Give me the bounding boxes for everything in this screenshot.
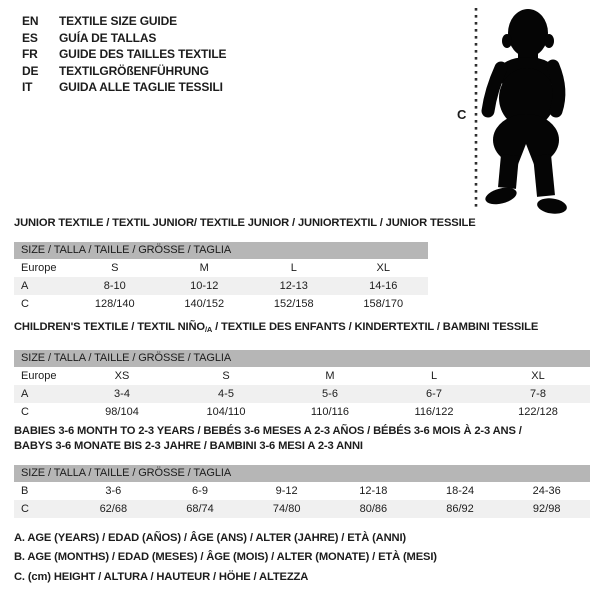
table-cell: 24-36 bbox=[532, 485, 561, 497]
table-cell: 12-18 bbox=[359, 485, 388, 497]
table-cell: 110/116 bbox=[310, 406, 350, 418]
children-title-text: CHILDREN'S TEXTILE / TEXTIL NIÑO bbox=[14, 321, 205, 333]
table-cell: 6-7 bbox=[426, 388, 442, 400]
table-cell: 86/92 bbox=[446, 503, 474, 515]
lang-code: FR bbox=[22, 47, 38, 62]
table-row bbox=[14, 385, 590, 403]
table-cell: L bbox=[290, 262, 297, 274]
lang-title: TEXTILE SIZE GUIDE bbox=[59, 14, 177, 28]
table-cell: 116/122 bbox=[414, 406, 454, 418]
toddler-silhouette bbox=[484, 9, 568, 216]
row-label: Europe bbox=[21, 370, 57, 382]
lang-code: IT bbox=[22, 80, 33, 95]
table-cell: 18-24 bbox=[445, 485, 475, 497]
baby-figure bbox=[440, 0, 600, 230]
lang-code: ES bbox=[22, 30, 38, 45]
row-label: A bbox=[21, 388, 29, 400]
row-label: B bbox=[21, 485, 29, 497]
baby-silhouette-icon bbox=[440, 0, 600, 230]
table-cell: 12-13 bbox=[279, 280, 308, 292]
table-cell: 74/80 bbox=[272, 503, 301, 515]
table-row bbox=[14, 482, 590, 500]
table-cell: 3-4 bbox=[114, 388, 130, 400]
table-cell: XL bbox=[376, 262, 390, 274]
table-cell: XL bbox=[531, 370, 545, 382]
table-cell: 10-12 bbox=[190, 280, 219, 292]
table-cell: XS bbox=[114, 370, 130, 382]
lang-title: GUIDE DES TAILLES TEXTILE bbox=[59, 47, 227, 62]
table-cell: 5-6 bbox=[322, 388, 338, 400]
table-cell: 6-9 bbox=[192, 485, 208, 497]
table-cell: 62/68 bbox=[99, 503, 128, 515]
children-section-title bbox=[14, 320, 538, 337]
footnote-b: B. AGE (MONTHS) / EDAD (MESES) / ÂGE (MOIS) / ALTER (MONATE) / ETÀ (MESI) bbox=[14, 551, 437, 564]
lang-code: EN bbox=[22, 14, 39, 28]
children-title-subscript: /A bbox=[204, 325, 213, 334]
table-row bbox=[14, 403, 590, 421]
table-cell: 9-12 bbox=[275, 485, 298, 497]
language-title-list bbox=[22, 13, 226, 96]
table-cell: 80/86 bbox=[359, 503, 388, 515]
junior-section-title: JUNIOR TEXTILE / TEXTIL JUNIOR/ TEXTILE JUNIOR / JUNIORTEXTIL / JUNIOR TESSILE bbox=[14, 217, 476, 229]
table-cell: 7-8 bbox=[530, 388, 546, 400]
junior-table-size-header: SIZE / TALLA / TAILLE / GRÖSSE / TAGLIA bbox=[14, 242, 428, 259]
table-cell: 14-16 bbox=[369, 280, 398, 292]
table-row bbox=[14, 277, 428, 295]
table-cell: M bbox=[199, 262, 209, 274]
table-cell: 104/110 bbox=[206, 406, 246, 418]
row-label: A bbox=[21, 280, 29, 292]
children-title-text: / TEXTILE DES ENFANTS / KINDERTEXTIL / BAMBINI TESSILE bbox=[212, 321, 539, 333]
babies-size-table bbox=[14, 465, 590, 518]
lang-row-es bbox=[22, 30, 226, 47]
table-cell: M bbox=[325, 370, 335, 382]
footnote-c: C. (cm) HEIGHT / ALTURA / HAUTEUR / HÖHE / ALTEZZA bbox=[14, 570, 309, 583]
babies-title-line1: BABIES 3-6 MONTH TO 2-3 YEARS / BEBÉS 3-6 MESES A 2-3 AÑOS / BÉBÉS 3-6 MOIS À 2-3 ANS / bbox=[14, 425, 522, 437]
row-label: Europe bbox=[21, 262, 57, 274]
table-cell: 158/170 bbox=[363, 298, 404, 310]
row-label: C bbox=[21, 406, 29, 418]
lang-row-de bbox=[22, 63, 226, 80]
lang-code: DE bbox=[22, 63, 39, 78]
table-cell: 4-5 bbox=[218, 388, 234, 400]
table-cell: 152/158 bbox=[273, 298, 314, 310]
table-cell: 122/128 bbox=[518, 406, 558, 418]
footnotes bbox=[14, 529, 437, 587]
babies-title-line2: BABYS 3-6 MONATE BIS 2-3 JAHRE / BAMBINI 3-6 MESI A 2-3 ANNI bbox=[14, 440, 363, 452]
table-cell: S bbox=[111, 262, 119, 274]
lang-title: TEXTILGRÖßENFÜHRUNG bbox=[59, 63, 209, 78]
children-table-size-header: SIZE / TALLA / TAILLE / GRÖSSE / TAGLIA bbox=[14, 350, 590, 367]
table-cell: 8-10 bbox=[103, 280, 126, 292]
lang-title: GUIDA ALLE TAGLIE TESSILI bbox=[59, 80, 223, 95]
table-cell: 140/152 bbox=[184, 298, 225, 310]
table-cell: L bbox=[430, 370, 438, 382]
lang-row-it bbox=[22, 79, 226, 96]
measure-label-c: C bbox=[457, 107, 467, 122]
table-row bbox=[14, 295, 428, 313]
table-row bbox=[14, 367, 590, 385]
junior-size-table bbox=[14, 242, 428, 313]
babies-table-size-header: SIZE / TALLA / TAILLE / GRÖSSE / TAGLIA bbox=[14, 465, 590, 482]
table-row bbox=[14, 259, 428, 277]
row-label: C bbox=[21, 298, 29, 310]
table-cell: S bbox=[222, 370, 230, 382]
table-cell: 3-6 bbox=[105, 485, 122, 497]
lang-title: GUÍA DE TALLAS bbox=[59, 30, 157, 45]
table-cell: 128/140 bbox=[94, 298, 135, 310]
lang-row-fr bbox=[22, 46, 226, 63]
row-label: C bbox=[21, 503, 29, 515]
table-row bbox=[14, 500, 590, 518]
table-cell: 92/98 bbox=[532, 503, 561, 515]
table-cell: 98/104 bbox=[105, 406, 139, 418]
lang-row-en bbox=[22, 13, 226, 30]
babies-section-title bbox=[14, 424, 590, 454]
table-cell: 68/74 bbox=[186, 503, 214, 515]
footnote-a: A. AGE (YEARS) / EDAD (AÑOS) / ÂGE (ANS) / ALTER (JAHRE) / ETÀ (ANNI) bbox=[14, 532, 406, 544]
children-size-table bbox=[14, 350, 590, 421]
